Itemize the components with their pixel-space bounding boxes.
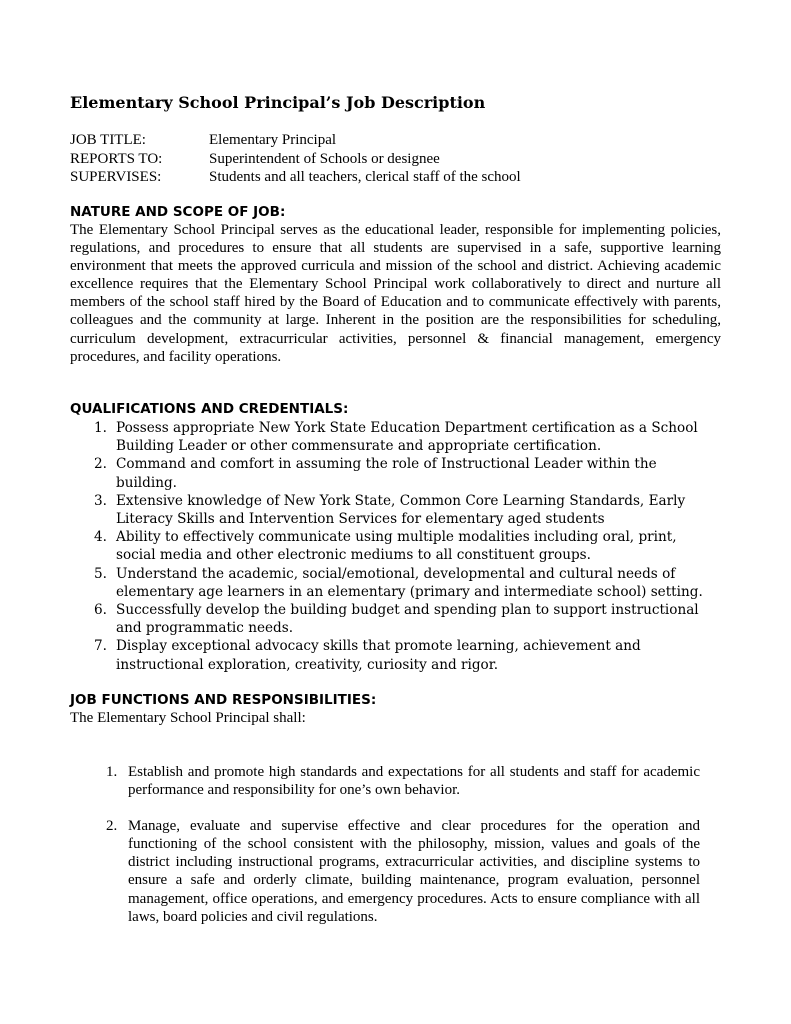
- meta-value: Elementary Principal: [209, 132, 337, 148]
- list-item: [70, 817, 700, 926]
- list-item-text: Possess appropriate New York State Education Department certification as a School Building Leader or other commensurate and appropriate certification.: [116, 420, 698, 455]
- meta-label: JOB TITLE:: [70, 132, 146, 148]
- meta-value: Superintendent of Schools or designee: [209, 150, 440, 167]
- list-item: [70, 637, 710, 673]
- list-item-text: Command and comfort in assuming the role of Instructional Leader within the building.: [116, 456, 657, 491]
- list-item-number: 4.: [94, 529, 107, 546]
- list-item: [70, 565, 710, 601]
- list-item: [70, 528, 710, 564]
- list-item: [70, 601, 710, 637]
- list-item-number: 1.: [94, 420, 107, 436]
- meta-row-job-title: [70, 131, 730, 150]
- functions-intro: The Elementary School Principal shall:: [70, 710, 306, 726]
- list-item-number: 3.: [94, 492, 107, 509]
- list-item-text: Manage, evaluate and supervise effective and clear procedures for the operation and functioning of the school consistent with the philosophy, mission, values and goals of the district including instructional programs, extracurricular activities, and discipline systems to ensure a safe and orderly climate, building maintenance, program evaluation, personnel management, office operations, and emergency procedures. Acts to ensure compliance with all laws, board policies and civil regulations.: [128, 818, 700, 925]
- responsibilities-list: [70, 763, 700, 944]
- list-item-number: 2.: [106, 818, 118, 835]
- list-item-number: 2.: [94, 456, 107, 473]
- list-item-text: Extensive knowledge of New York State, Common Core Learning Standards, Early Literacy Skills and Intervention Services for elementary aged students: [116, 492, 686, 528]
- qualifications-heading: QUALIFICATIONS AND CREDENTIALS:: [70, 401, 349, 417]
- page-title: Elementary School Principal’s Job Description: [70, 93, 486, 112]
- functions-heading: JOB FUNCTIONS AND RESPONSIBILITIES:: [70, 692, 377, 708]
- nature-heading: NATURE AND SCOPE OF JOB:: [70, 204, 286, 220]
- meta-row-supervises: [70, 168, 730, 187]
- list-item-text: Understand the academic, social/emotional, developmental and cultural needs of elementary age learners in an elementary (primary and intermediate school) setting.: [116, 565, 703, 600]
- job-meta-block: [70, 131, 730, 187]
- list-item: [70, 763, 700, 799]
- meta-value: Students and all teachers, clerical staff of the school: [209, 169, 521, 185]
- qualifications-list: [70, 419, 710, 674]
- meta-label: REPORTS TO:: [70, 150, 163, 167]
- nature-paragraph: The Elementary School Principal serves as the educational leader, responsible for implementing policies, regulations, and procedures to ensure that all students are supervised in a safe, supportive learning environment that meets the approved curricula and mission of the school and district. Achieving academic excellence requires that the Elementary School Principal work collaboratively to direct and nurture all members of the school staff hired by the Board of Education and to communicate effectively with parents, colleagues and the community at large. Inherent in the position are the responsibilities for scheduling, curriculum development, extracurricular activities, personnel & financial management, emergency procedures, and facility operations.: [70, 222, 721, 365]
- list-item-number: 6.: [94, 602, 107, 619]
- list-item: [70, 455, 710, 491]
- list-item: [70, 419, 710, 455]
- list-item-number: 7.: [94, 638, 107, 655]
- list-item-text: Successfully develop the building budget and spending plan to support instructional and programmatic needs.: [116, 602, 699, 637]
- meta-row-reports-to: [70, 150, 730, 169]
- list-item-number: 1.: [106, 764, 118, 780]
- list-item: [70, 492, 710, 528]
- list-item-text: Establish and promote high standards and expectations for all students and staff for academic performance and responsibility for one’s own behavior.: [128, 764, 700, 799]
- list-item-text: Ability to effectively communicate using multiple modalities including oral, print, social media and other electronic mediums to all constituent groups.: [116, 529, 677, 564]
- list-item-text: Display exceptional advocacy skills that promote learning, achievement and instructional exploration, creativity, curiosity and rigor.: [116, 638, 641, 673]
- list-item-number: 5.: [94, 565, 107, 582]
- meta-label: SUPERVISES:: [70, 169, 162, 185]
